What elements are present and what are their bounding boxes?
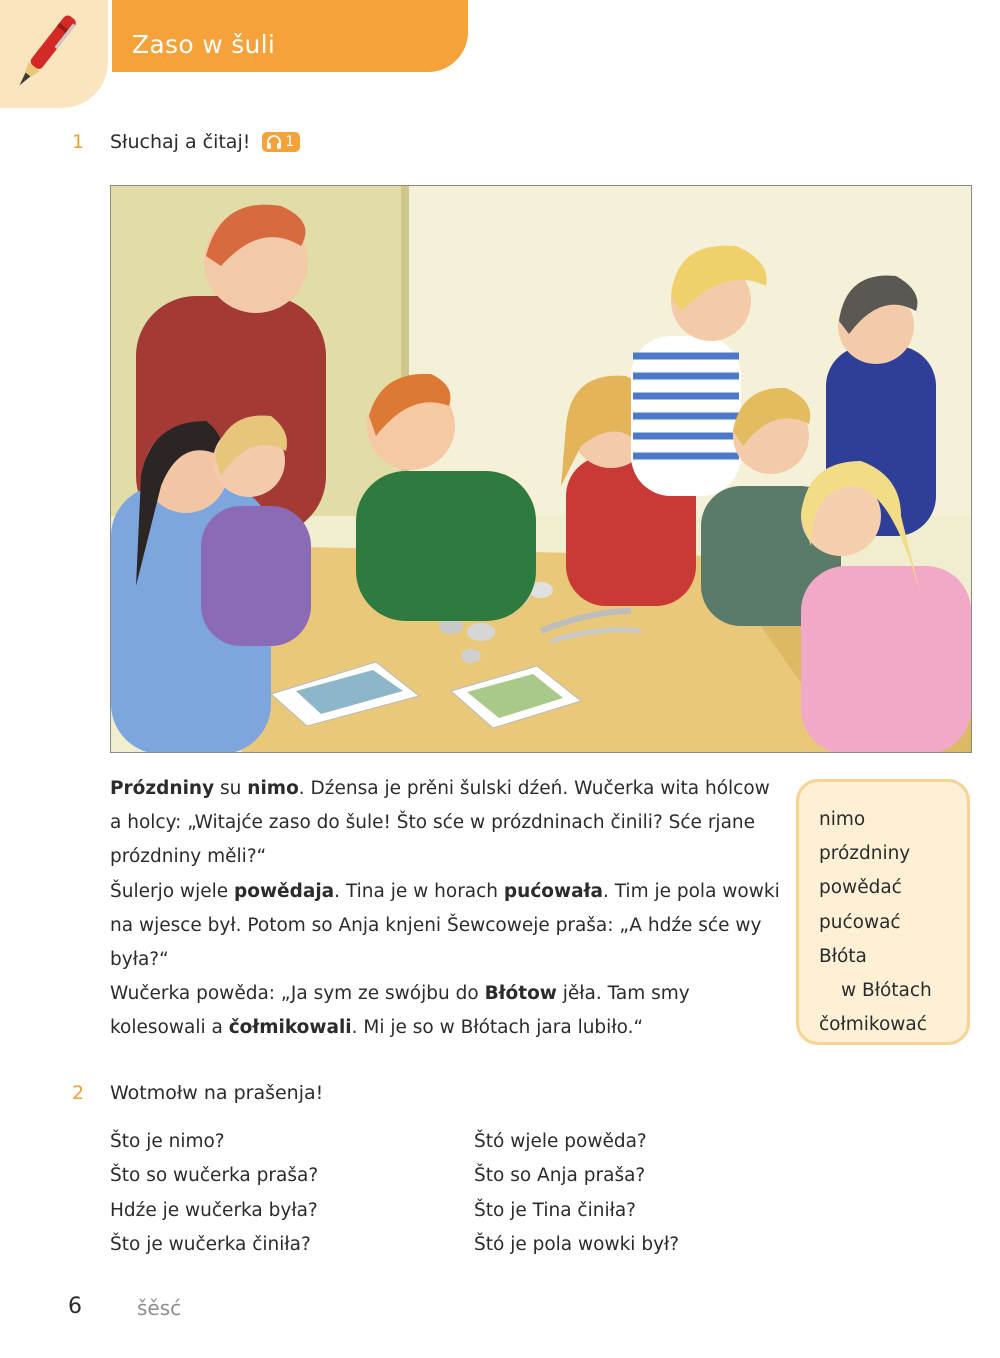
audio-track-number: 1 [285,134,295,150]
page-title: Zaso w šuli [132,30,276,59]
vocabulary-item: powědać [819,877,902,899]
vocabulary-item: pućować [819,911,901,933]
page-number: 6 [68,1294,82,1319]
vocabulary-item: Błóta [819,945,867,967]
page-number-word: šěsć [137,1296,182,1320]
story-paragraph-1 [110,772,780,875]
question-item: Hdźe je wučerka była? [110,1199,318,1221]
story-term: powědaja [234,880,335,902]
vocabulary-item: prózdniny [819,843,911,865]
question-item: Što je nimo? [110,1131,225,1152]
question-item: Što so wučerka praša? [110,1165,319,1187]
story-paragraph-3 [110,977,780,1045]
classroom-illustration-drawing [111,186,972,753]
story-text-segment: . Mi je so w Błótach jara lubiło.“ [351,1017,644,1039]
exercise-1-number: 1 [72,131,85,153]
header-corner [0,0,108,108]
story-text [110,772,780,1046]
exercise-2-number: 2 [72,1082,85,1104]
story-term: Prózdniny [110,778,215,799]
vocabulary-item: nimo [819,809,866,830]
story-text-segment: Wučerka powěda: „Ja sym ze swójbu do [110,983,485,1005]
story-term: pućowała [503,880,603,902]
questions-left-column [110,1125,318,1262]
questions-right-column [474,1125,679,1262]
vocabulary-box [796,779,970,1045]
story-paragraph-2 [110,875,780,978]
question-item: Što je Tina činiła? [474,1199,637,1221]
story-term: Błótow [484,983,557,1005]
story-term: čołmikowali [228,1017,352,1039]
question-item: Štó je pola wowki był? [474,1233,680,1255]
headphones-icon [266,134,282,149]
exercise-1-instruction: Słuchaj a čitaj! [110,131,251,153]
question-item: Štó wjele powěda? [474,1131,647,1152]
story-term: nimo [247,778,299,799]
story-text-segment: jěła. Tam smy kolesowali a [110,983,690,1039]
vocabulary-item: čołmikować [819,1014,927,1036]
story-text-segment: . Tim je pola wowki na wjesce był. Potom so Anja knjeni Šewcoweje praša: „A hdźe sće wy była?“ [110,880,780,971]
question-item: Što so Anja praša? [474,1165,646,1187]
title-tab [112,0,468,72]
question-item: Što je wučerka činiła? [110,1233,311,1255]
exercise-1-heading [110,131,300,153]
story-text-segment: su [214,778,248,799]
audio-track-badge[interactable] [262,132,300,152]
story-text-segment: Šulerjo wjele [110,880,234,902]
pen-icon [8,6,80,102]
exercise-2-instruction: Wotmołw na prašenja! [110,1082,324,1104]
vocabulary-item: w Błótach [841,980,932,1002]
story-text-segment: . Dźensa je prěni šulski dźeń. Wučerka wita hólcow a holcy: „Witajće zaso do šule! Što sće w prózdninach činili? Sće rjane prózdniny měli?“ [110,778,770,868]
story-text-segment: . Tina je w horach [334,880,504,902]
classroom-illustration [110,185,972,753]
